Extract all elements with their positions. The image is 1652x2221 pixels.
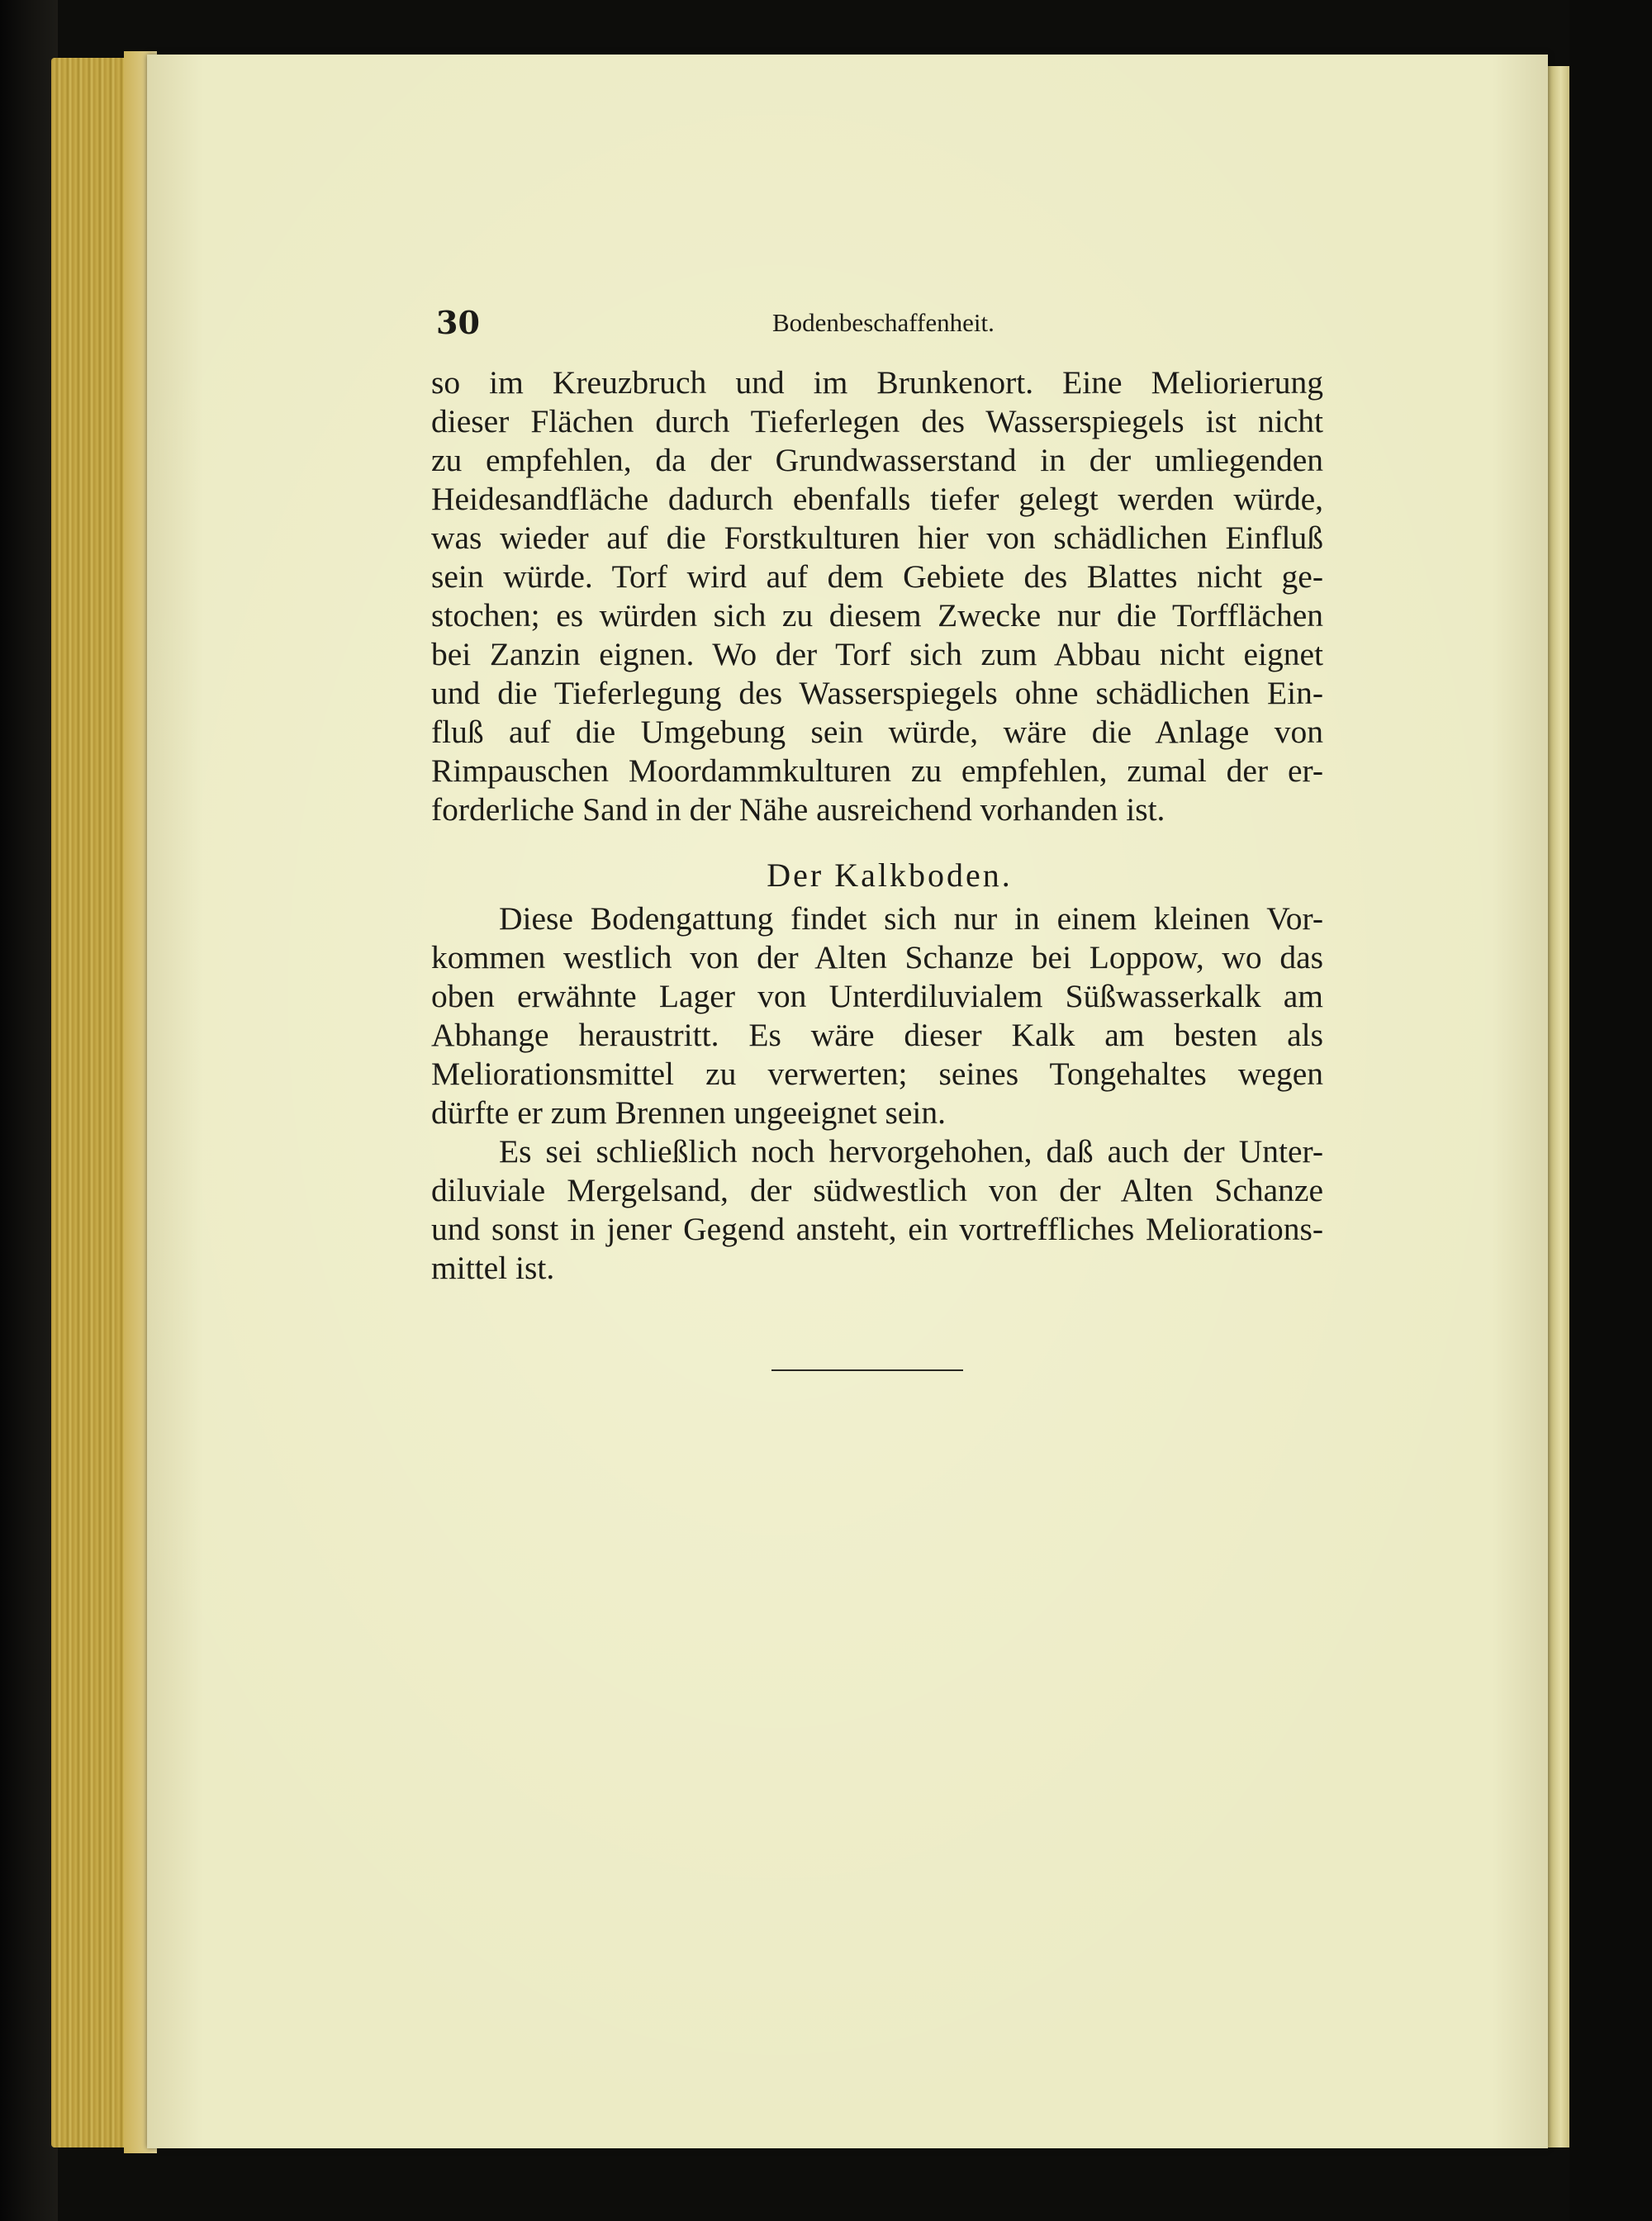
text-line: mittel ist. (431, 1250, 555, 1286)
text-line: kommen westlich von der Alten Schanze bei Loppow, wo das (431, 939, 1323, 975)
text-line: Heidesandfläche dadurch ebenfalls tiefer gelegt werden würde, (431, 481, 1323, 517)
text-line: oben erwähnte Lager von Unterdiluvialem Süßwasserkalk am (431, 978, 1323, 1014)
section-heading: Der Kalkboden. (767, 857, 1013, 894)
text-line: Es sei schließlich noch hervorgehohen, daß auch der Unter- (499, 1133, 1323, 1170)
text-line: sein würde. Torf wird auf dem Gebiete des Blattes nicht ge- (431, 558, 1323, 595)
paragraph-2 (431, 899, 1323, 1132)
paragraph-1 (431, 363, 1323, 829)
running-head (431, 297, 1323, 347)
text-line: dürfte er zum Brennen ungeeignet sein. (431, 1094, 946, 1131)
page-number: 30 (436, 304, 480, 341)
text-line: Diese Bodengattung findet sich nur in einem kleinen Vor- (499, 900, 1323, 937)
text-line: Abhange heraustritt. Es wäre dieser Kalk am besten als (431, 1017, 1323, 1053)
text-line: bei Zanzin eignen. Wo der Torf sich zum Abbau nicht eignet (431, 636, 1323, 672)
text-line: diluviale Mergelsand, der südwestlich von der Alten Schanze (431, 1172, 1323, 1208)
paragraph-3 (431, 1132, 1323, 1288)
text-line: dieser Flächen durch Tieferlegen des Wasserspiegels ist nicht (431, 403, 1323, 439)
next-leaf-edge (1548, 66, 1569, 2147)
text-line: forderliche Sand in der Nähe ausreichend vorhanden ist. (431, 791, 1165, 828)
text-line: so im Kreuzbruch und im Brunkenort. Eine Meliorierung (431, 364, 1323, 401)
text-line: Meliorationsmittel zu verwerten; seines Tongehaltes wegen (431, 1056, 1323, 1092)
text-line: und sonst in jener Gegend ansteht, ein vortreffliches Meliorations- (431, 1211, 1323, 1247)
text-line: fluß auf die Umgebung sein würde, wäre die Anlage von (431, 714, 1323, 750)
book-binding (0, 0, 58, 2221)
running-title: Bodenbeschaffenheit. (772, 308, 995, 337)
section-end-rule (771, 1369, 963, 1371)
scan-background (1569, 0, 1652, 2221)
text-line: was wieder auf die Forstkulturen hier von schädlichen Einfluß (431, 520, 1323, 556)
text-line: stochen; es würden sich zu diesem Zwecke nur die Torfflächen (431, 597, 1323, 634)
text-line: zu empfehlen, da der Grundwasserstand in der umliegenden (431, 442, 1323, 478)
text-line: und die Tieferlegung des Wasserspiegels ohne schädlichen Ein- (431, 675, 1323, 711)
page-text-block (431, 297, 1323, 1288)
text-line: Rimpauschen Moordammkulturen zu empfehlen, zumal der er- (431, 752, 1323, 789)
